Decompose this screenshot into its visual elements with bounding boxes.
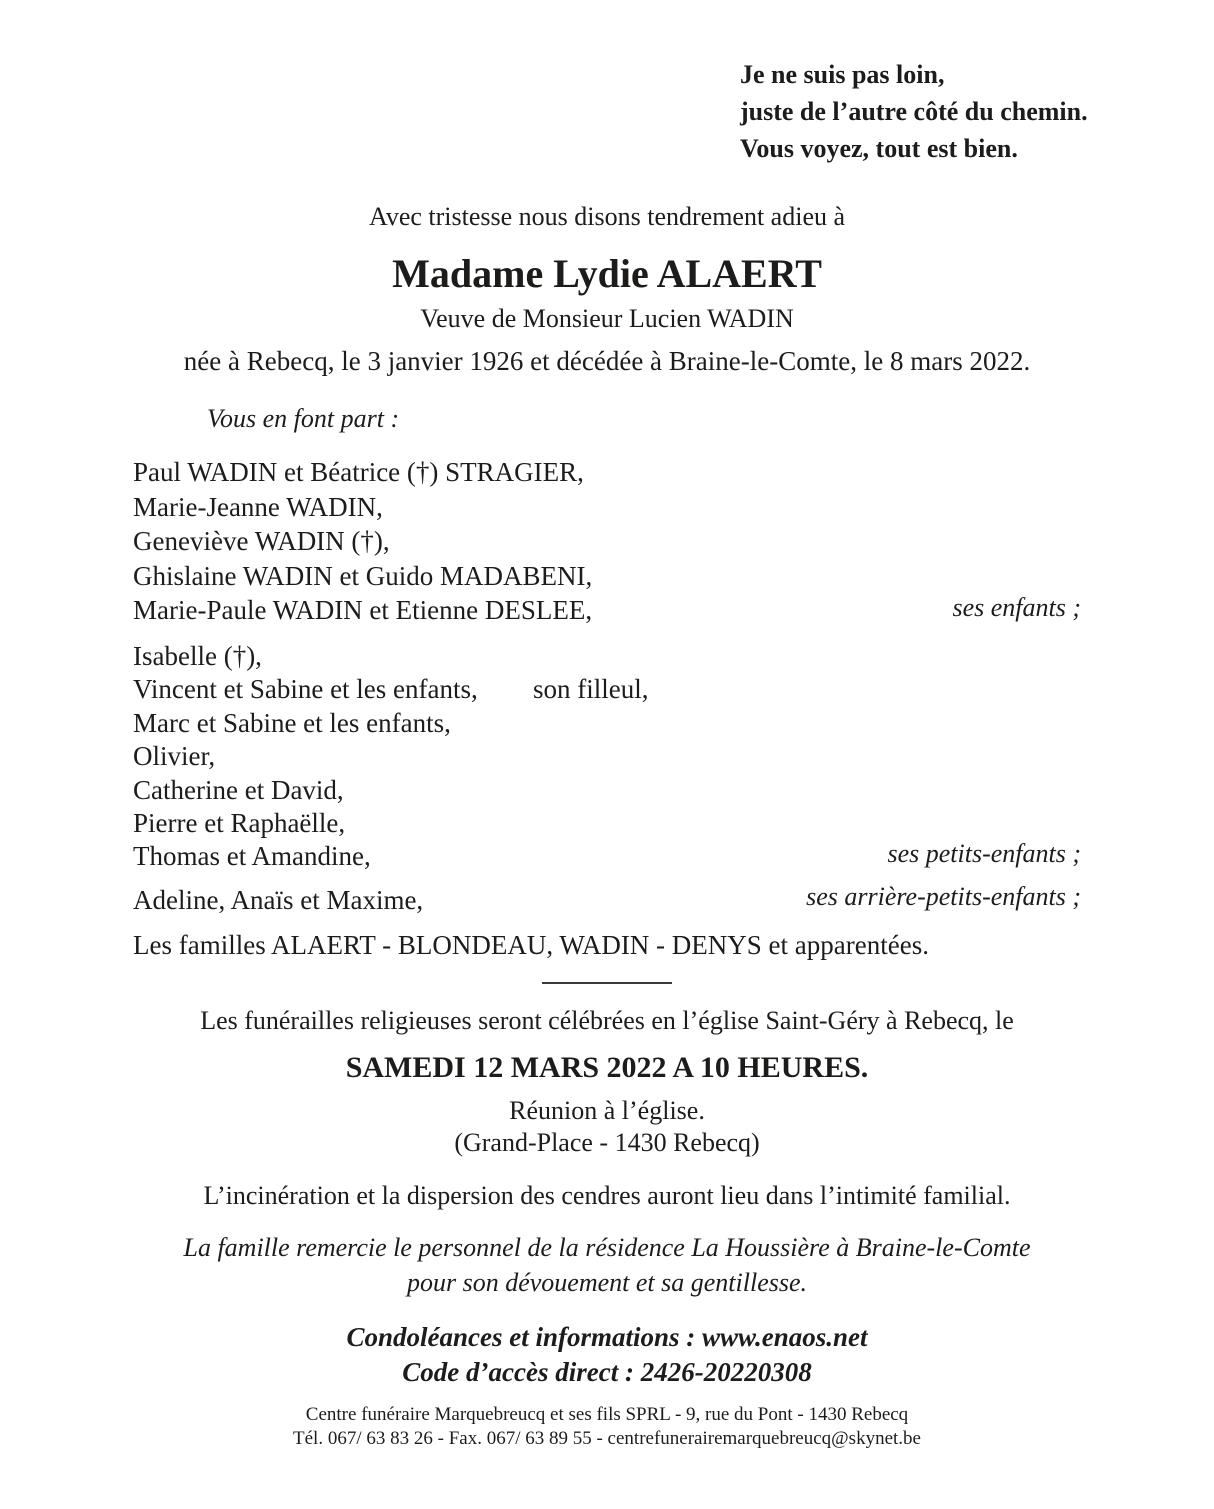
quote-line-2: juste de l’autre côté du chemin.: [740, 97, 1088, 126]
footer-line-1: Centre funéraire Marquebreucq et ses fils SPRL - 9, rue du Pont - 1430 Rebecq: [305, 1404, 909, 1425]
name-line: Paul WADIN et Béatrice (†) STRAGIER,: [133, 457, 584, 487]
relation-label-grandchildren: ses petits-enfants ;: [887, 838, 1081, 868]
great-grandchildren-list: [133, 884, 1081, 917]
name-line: Olivier,: [133, 741, 216, 772]
announcement-lead: Vous en font part :: [207, 404, 400, 433]
relation-label-children: ses enfants ;: [952, 592, 1081, 622]
cremation-note: L’incinération et la dispersion des cendres auront lieu dans l’intimité familial.: [203, 1181, 1011, 1210]
quote-line-1: Je ne suis pas loin,: [740, 60, 945, 89]
children-list: [133, 455, 1081, 628]
intro-text: Avec tristesse nous disons tendrement adieu à: [368, 202, 846, 231]
name-line: Geneviève WADIN (†),: [133, 526, 390, 556]
families-line: Les familles ALAERT - BLONDEAU, WADIN - DENYS et apparentées.: [133, 930, 929, 960]
name-line: Marie-Paule WADIN et Etienne DESLEE,: [133, 595, 593, 625]
life-dates: née à Rebecq, le 3 janvier 1926 et décédée à Braine-le-Comte, le 8 mars 2022.: [183, 346, 1031, 376]
deceased-subtitle: Veuve de Monsieur Lucien WADIN: [420, 304, 794, 333]
quote-line-3: Vous voyez, tout est bien.: [740, 134, 1018, 163]
condolences-info: Condoléances et informations : www.enaos.net: [346, 1322, 868, 1352]
name-line: Marie-Jeanne WADIN,: [133, 491, 383, 522]
ceremony-meeting: Réunion à l’église.: [509, 1096, 705, 1125]
name-line: Isabelle (†),: [133, 641, 262, 671]
ceremony-address: (Grand-Place - 1430 Rebecq): [454, 1128, 760, 1157]
name-line: Catherine et David,: [133, 774, 344, 805]
name-line: Pierre et Raphaëlle,: [133, 808, 346, 839]
thanks-line-1: La famille remercie le personnel de la résidence La Houssière à Braine-le-Comte: [183, 1233, 1031, 1262]
grandchildren-list: [133, 640, 1081, 874]
footer-line-2: Tél. 067/ 63 83 26 - Fax. 067/ 63 89 55 - centrefunerairemarquebreucq@skynet.be: [293, 1428, 921, 1449]
section-divider: [542, 982, 672, 984]
name-line: Marc et Sabine et les enfants,: [133, 707, 451, 738]
condolences-code: Code d’accès direct : 2426-20220308: [402, 1357, 812, 1387]
relation-label-great-grandchildren: ses arrière-petits-enfants ;: [806, 882, 1081, 911]
filleul-note: son filleul,: [533, 674, 649, 705]
ceremony-intro: Les funérailles religieuses seront célébrées en l’église Saint-Géry à Rebecq, le: [200, 1006, 1014, 1035]
deceased-name: Madame Lydie ALAERT: [392, 251, 822, 296]
name-line: Ghislaine WADIN et Guido MADABENI,: [133, 560, 593, 591]
name-line: Adeline, Anaïs et Maxime,: [133, 885, 424, 915]
name-line: [133, 673, 1081, 706]
ceremony-datetime: SAMEDI 12 MARS 2022 A 10 HEURES.: [345, 1051, 869, 1084]
memorial-quote: [740, 56, 1088, 167]
name-line-text: Vincent et Sabine et les enfants,: [133, 674, 478, 705]
thanks-line-2: pour son dévouement et sa gentillesse.: [406, 1268, 808, 1297]
name-line: Thomas et Amandine,: [133, 841, 371, 872]
